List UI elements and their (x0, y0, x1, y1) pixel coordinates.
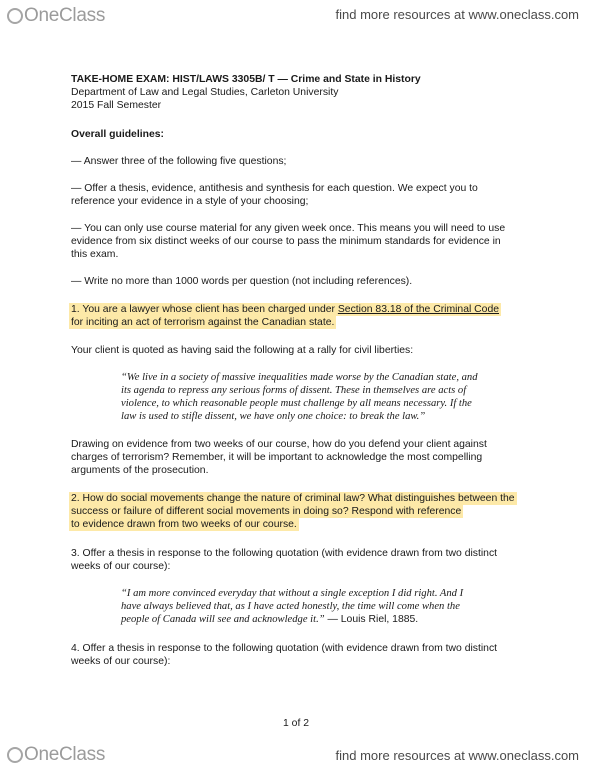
quote-3-line3-text: people of Canada will see and acknowledge it.” (121, 614, 325, 625)
question-2-line2-text: success or failure of different social movements in doing so? Respond with reference (71, 506, 462, 517)
question-1-intro: Your client is quoted as having said the following at a rally for civil liberties: (71, 345, 414, 356)
guideline-3-line2: evidence from six distinct weeks of our course to pass the minimum standards for evidence in (71, 236, 501, 247)
question-1-follow-line2: charges of terrorism? Remember, it will be important to acknowledge the most compelling (71, 452, 483, 463)
question-2-line2 (71, 505, 541, 518)
quote-1-line3: violence, to which reasonable people must challenge by all means necessary. If the (121, 398, 472, 409)
question-2-line3 (71, 518, 541, 531)
guideline-1: — Answer three of the following five questions; (71, 156, 287, 167)
logo-text: OneClass (24, 5, 106, 26)
question-1-follow-line1: Drawing on evidence from two weeks of our course, how do you defend your client against (71, 439, 487, 450)
guideline-4: — Write no more than 1000 words per question (not including references). (71, 276, 413, 287)
guideline-3-line1: — You can only use course material for any given week once. This means you will need to use (71, 223, 506, 234)
criminal-code-link[interactable]: Section 83.18 of the Criminal Code (337, 304, 500, 315)
question-1-text: 1. You are a lawyer whose client has been charged under (71, 304, 338, 315)
question-1-follow-line3: arguments of the prosecution. (71, 465, 209, 476)
footer-bar (0, 742, 595, 770)
question-4-line2: weeks of our course): (71, 656, 171, 667)
quote-1-line1: “We live in a society of massive inequalities made worse by the Canadian state, and (121, 372, 478, 383)
question-2-line3-text: to evidence drawn from two weeks of our course. (71, 519, 297, 530)
department: Department of Law and Legal Studies, Carleton University (71, 87, 339, 98)
quote-1-line4: law is used to stifle dissent, we have only one choice: to break the law.” (121, 411, 426, 422)
question-1-line2-text: for inciting an act of terrorism against the Canadian state. (71, 317, 335, 328)
quote-3-line2: have always believed that, as I have acted honestly, the time will come when the (121, 601, 460, 612)
oneclass-logo-footer[interactable] (7, 744, 105, 766)
guideline-2-line2: reference your evidence in a style of your choosing; (71, 196, 309, 207)
question-4-line1: 4. Offer a thesis in response to the following quotation (with evidence drawn from two distinct (71, 643, 498, 654)
guideline-3-line3: this exam. (71, 249, 119, 260)
logo-circle-icon (7, 8, 23, 24)
question-2-line1 (71, 492, 541, 505)
page-number: 1 of 2 (283, 718, 309, 729)
resources-link-footer[interactable]: find more resources at www.oneclass.com (335, 748, 579, 763)
exam-title: TAKE-HOME EXAM: HIST/LAWS 3305B/ T — Crime and State in History (71, 74, 421, 85)
question-1-line2 (71, 316, 541, 329)
question-3-line1: 3. Offer a thesis in response to the following quotation (with evidence drawn from two distinct (71, 548, 498, 559)
quote-3-line3 (121, 613, 493, 626)
question-1-line1 (71, 303, 541, 316)
question-2-line1-text: 2. How do social movements change the nature of criminal law? What distinguishes between the (71, 493, 515, 504)
logo-circle-icon (7, 747, 23, 763)
resources-link[interactable]: find more resources at www.oneclass.com (335, 7, 579, 22)
quote-3-attribution: — Louis Riel, 1885. (324, 614, 419, 625)
quote-1-line2: its agenda to repress any serious forms of dissent. These in themselves are acts of (121, 385, 467, 396)
oneclass-logo[interactable] (7, 5, 105, 27)
quote-3-line1: “I am more convinced everyday that without a single exception I did right. And I (121, 588, 464, 599)
semester: 2015 Fall Semester (71, 100, 162, 111)
header-bar (0, 0, 595, 30)
question-3-line2: weeks of our course): (71, 561, 171, 572)
guidelines-heading: Overall guidelines: (71, 129, 164, 140)
logo-text: OneClass (24, 744, 106, 765)
guideline-2-line1: — Offer a thesis, evidence, antithesis and synthesis for each question. We expect you to (71, 183, 478, 194)
